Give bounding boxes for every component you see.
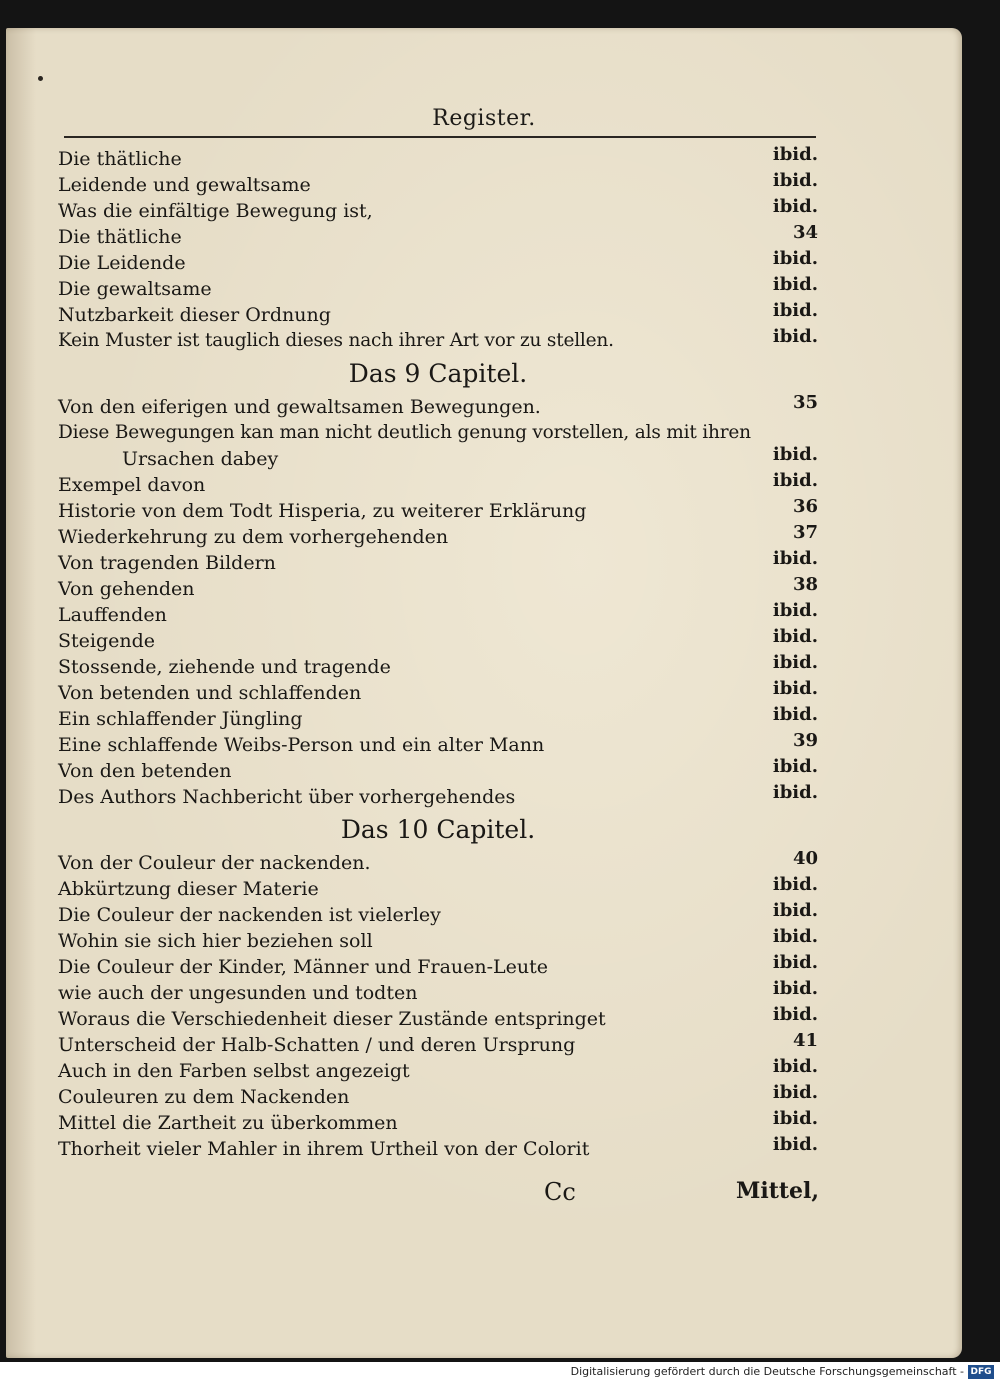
register-entry: [58, 876, 818, 902]
register-entry: [58, 524, 818, 550]
page-reference: ibid.: [772, 196, 818, 217]
header-rule: [64, 136, 816, 138]
page-reference: 41: [792, 1030, 818, 1051]
page-reference: ibid.: [772, 470, 818, 491]
entry-text: Eine schlaffende Weibs-Person und ein alter Mann: [58, 734, 545, 756]
register-entry: [58, 850, 818, 876]
register-entry: [58, 706, 818, 732]
book-page: [6, 28, 962, 1358]
register-entry: [58, 172, 818, 198]
entry-text: Die Couleur der nackenden ist vielerley: [58, 904, 441, 926]
register-entry: [58, 328, 818, 354]
page-reference: ibid.: [772, 300, 818, 321]
entry-text: Die thätliche: [58, 148, 182, 170]
page-reference: ibid.: [772, 1004, 818, 1025]
register-entry: [58, 198, 818, 224]
register-entry: [58, 1136, 818, 1162]
entry-text: Thorheit vieler Mahler in ihrem Urtheil von der Colorit: [58, 1138, 590, 1160]
entry-text: wie auch der ungesunden und todten: [58, 982, 418, 1004]
page-reference: ibid.: [772, 1134, 818, 1155]
page-header: Register.: [432, 106, 536, 131]
ink-dot: [38, 76, 43, 81]
entry-text: Von der Couleur der nackenden.: [58, 852, 371, 874]
page-reference: ibid.: [772, 978, 818, 999]
chapter-heading: Das 9 Capitel.: [348, 359, 528, 388]
page-reference: ibid.: [772, 600, 818, 621]
page-reference: 36: [792, 496, 818, 517]
register-entry: [58, 146, 818, 172]
page-reference: ibid.: [772, 1108, 818, 1129]
entry-text: Die thätliche: [58, 226, 182, 248]
page-reference: ibid.: [772, 144, 818, 165]
register-entry: [58, 758, 818, 784]
page-reference: ibid.: [772, 952, 818, 973]
entry-text: Was die einfältige Bewegung ist,: [58, 200, 373, 222]
register-entry: [58, 472, 818, 498]
page-reference: ibid.: [772, 704, 818, 725]
register-entry: [58, 250, 818, 276]
entry-text: Couleuren zu dem Nackenden: [58, 1086, 350, 1108]
dfg-logo: DFG: [968, 1365, 994, 1379]
register-entry: [58, 1058, 818, 1084]
entry-text: Ein schlaffender Jüngling: [58, 708, 303, 730]
entry-text: Abkürtzung dieser Materie: [58, 878, 319, 900]
page-reference: ibid.: [772, 1056, 818, 1077]
register-entry: [58, 276, 818, 302]
page-reference: ibid.: [772, 626, 818, 647]
entry-text: Die gewaltsame: [58, 278, 212, 300]
register-entry: [58, 928, 818, 954]
page-reference: ibid.: [772, 274, 818, 295]
page-reference: ibid.: [772, 926, 818, 947]
register-entry: [58, 654, 818, 680]
register-entry: [58, 576, 818, 602]
register-entry: [58, 1006, 818, 1032]
entry-text: Wiederkehrung zu dem vorhergehenden: [58, 526, 449, 548]
page-reference: ibid.: [772, 874, 818, 895]
entry-text: Stossende, ziehende und tragende: [58, 656, 391, 678]
page-reference: 38: [792, 574, 818, 595]
page-reference: ibid.: [772, 652, 818, 673]
register-entry: [58, 680, 818, 706]
entry-text: Ursachen dabey: [122, 448, 279, 470]
page-reference: ibid.: [772, 444, 818, 465]
page-reference: 40: [792, 848, 818, 869]
entry-text: Die Leidende: [58, 252, 186, 274]
credit-bar: [0, 1362, 1000, 1383]
register-entry: [58, 420, 818, 446]
page-reference: ibid.: [772, 678, 818, 699]
entry-text: Kein Muster ist tauglich dieses nach ihrer Art vor zu stellen.: [58, 330, 614, 351]
chapter-heading: Das 10 Capitel.: [340, 815, 536, 844]
register-entry: [58, 302, 818, 328]
entry-text: Von tragenden Bildern: [58, 552, 276, 574]
register-entry: [58, 732, 818, 758]
register-entry: [58, 1084, 818, 1110]
register-entry: [58, 498, 818, 524]
page-reference: ibid.: [772, 1082, 818, 1103]
page-reference: ibid.: [772, 756, 818, 777]
credit-text: Digitalisierung gefördert durch die Deutsche Forschungsgemeinschaft -: [570, 1365, 964, 1378]
page-reference: 35: [792, 392, 818, 413]
register-entry: [58, 1032, 818, 1058]
page-reference: ibid.: [772, 900, 818, 921]
page-reference: ibid.: [772, 170, 818, 191]
entry-text: Von betenden und schlaffenden: [58, 682, 362, 704]
entry-text: Woraus die Verschiedenheit dieser Zustände entspringet: [58, 1008, 606, 1030]
register-entry: [58, 1110, 818, 1136]
page-reference: ibid.: [772, 326, 818, 347]
entry-text: Von den eiferigen und gewaltsamen Bewegungen.: [58, 396, 541, 418]
entry-text: Die Couleur der Kinder, Männer und Frauen-Leute: [58, 956, 549, 978]
entry-text: Auch in den Farben selbst angezeigt: [58, 1060, 410, 1082]
page-reference: 34: [792, 222, 818, 243]
entry-text: Exempel davon: [58, 474, 206, 496]
register-entry-continuation: [58, 446, 818, 472]
entry-text: Mittel die Zartheit zu überkommen: [58, 1112, 398, 1134]
entry-text: Lauffenden: [58, 604, 167, 626]
register-entry: [58, 628, 818, 654]
entry-text: Wohin sie sich hier beziehen soll: [58, 930, 373, 952]
page-reference: ibid.: [772, 548, 818, 569]
register-entry: [58, 902, 818, 928]
entry-text: Unterscheid der Halb-Schatten / und deren Ursprung: [58, 1034, 576, 1056]
entry-text: Nutzbarkeit dieser Ordnung: [58, 304, 331, 326]
page-reference: 39: [792, 730, 818, 751]
page-reference: ibid.: [772, 782, 818, 803]
register-entry: [58, 980, 818, 1006]
entry-text: Leidende und gewaltsame: [58, 174, 311, 196]
entry-text: Historie von dem Todt Hisperia, zu weiterer Erklärung: [58, 500, 587, 522]
entry-text: Diese Bewegungen kan man nicht deutlich genung vorstellen, als mit ihren: [58, 422, 751, 443]
entry-text: Von den betenden: [58, 760, 232, 782]
catchword: Mittel,: [736, 1178, 820, 1204]
register-entries: [58, 146, 818, 1162]
register-entry: [58, 394, 818, 420]
register-entry: [58, 784, 818, 810]
entry-text: Steigende: [58, 630, 156, 652]
page-reference: 37: [792, 522, 818, 543]
register-entry: [58, 602, 818, 628]
page-reference: ibid.: [772, 248, 818, 269]
register-entry: [58, 224, 818, 250]
register-entry: [58, 550, 818, 576]
entry-text: Des Authors Nachbericht über vorhergehendes: [58, 786, 516, 808]
entry-text: Von gehenden: [58, 578, 195, 600]
signature-mark: Cc: [544, 1178, 576, 1206]
register-entry: [58, 954, 818, 980]
